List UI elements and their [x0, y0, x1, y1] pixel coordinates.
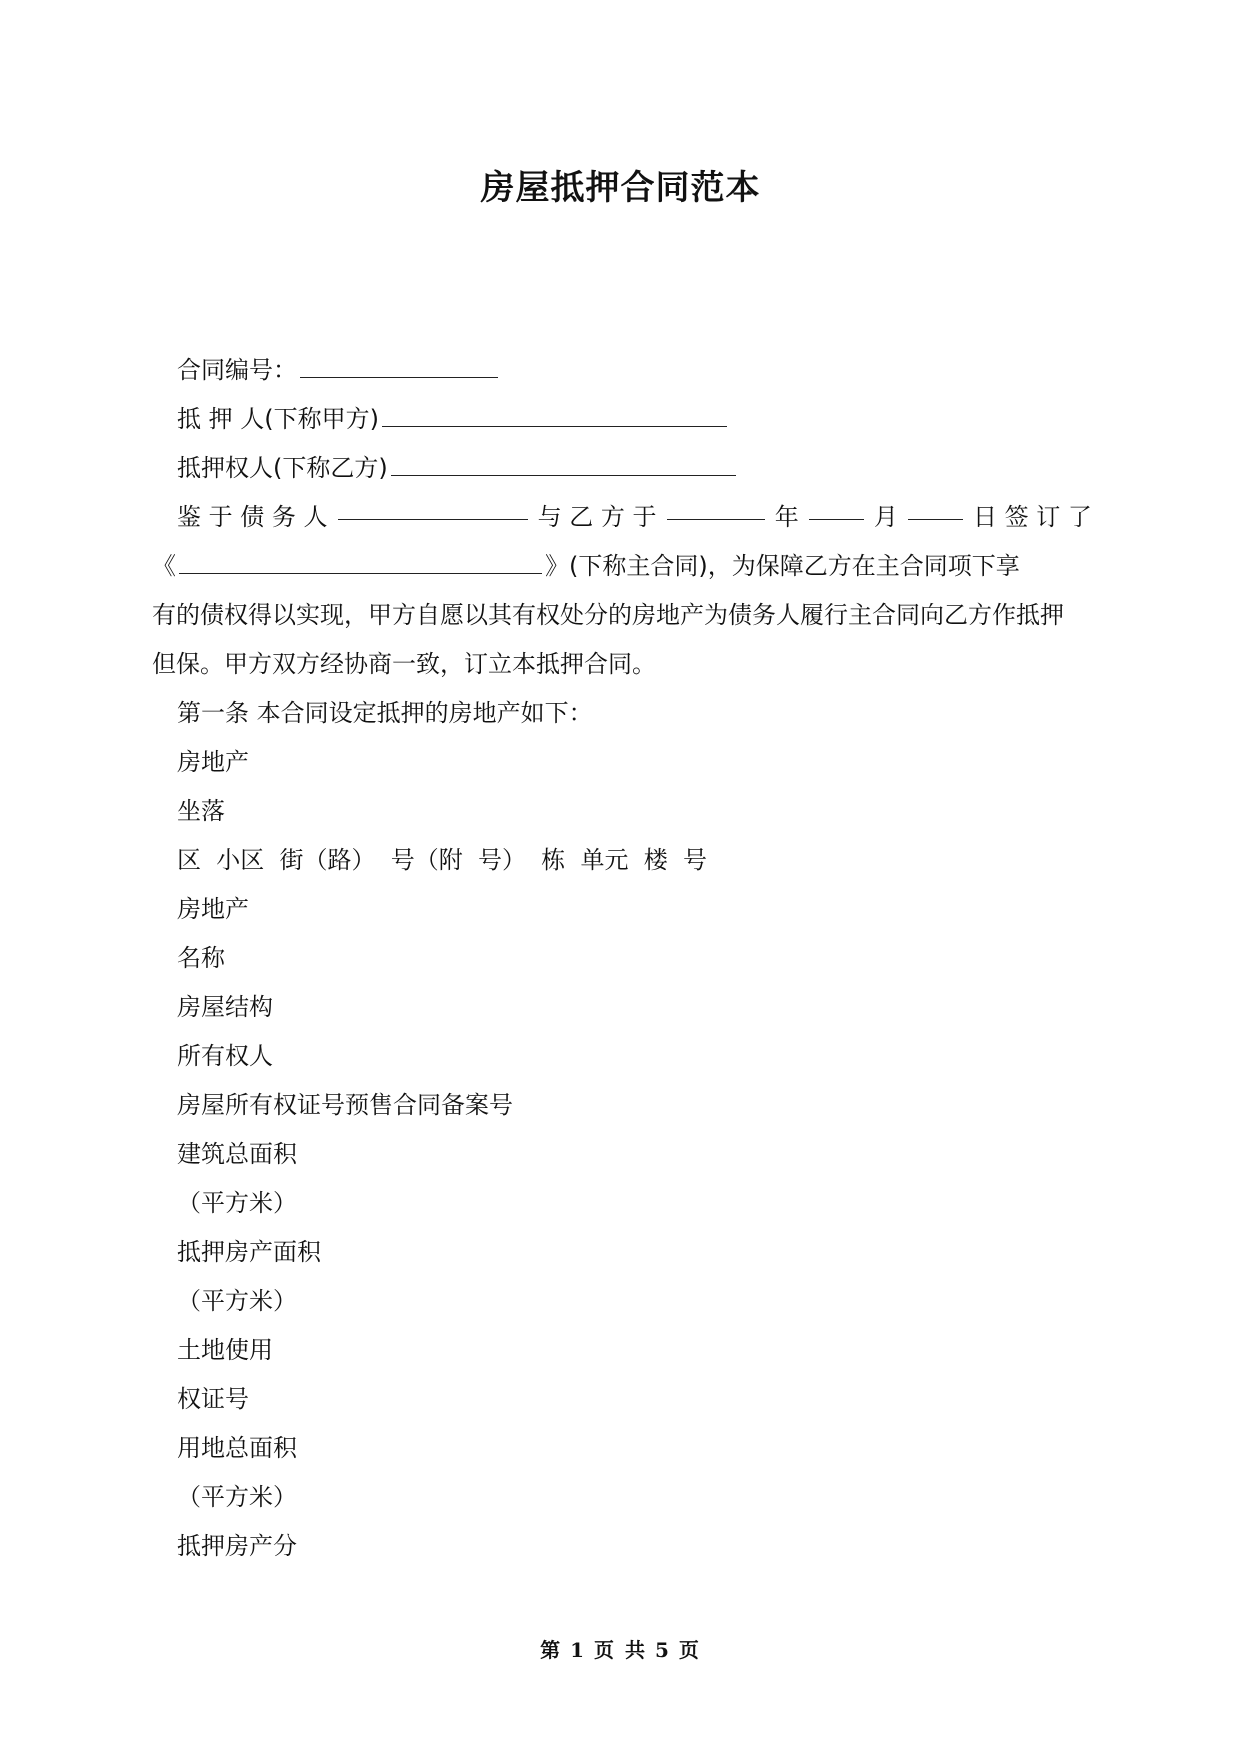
footer-mid: 页 共	[594, 1638, 647, 1662]
footer-prefix: 第	[540, 1638, 563, 1662]
main-contract-blank[interactable]	[179, 547, 542, 574]
month-text: 月	[873, 503, 898, 531]
year-blank[interactable]	[667, 493, 765, 520]
property-item: 坐落	[177, 797, 225, 825]
debtor-blank[interactable]	[338, 493, 528, 520]
property-item: 权证号	[177, 1385, 249, 1413]
property-item: 房地产	[177, 895, 249, 923]
property-item: 房屋所有权证号预售合同备案号	[177, 1091, 513, 1119]
property-item: 名称	[177, 944, 225, 972]
open-bracket: 《	[152, 552, 176, 580]
property-item: 所有权人	[177, 1042, 273, 1070]
mortgagee-blank[interactable]	[391, 449, 736, 476]
recital-line-1	[152, 493, 1092, 542]
property-item: 用地总面积	[177, 1434, 297, 1462]
recital-date-text: 与 乙 方 于	[537, 503, 657, 531]
property-item: 房地产	[177, 748, 249, 776]
property-item: （平方米）	[177, 1287, 297, 1315]
day-blank[interactable]	[908, 493, 963, 520]
contract-body	[152, 346, 1092, 1571]
property-item: （平方米）	[177, 1189, 297, 1217]
property-item: 抵押房产面积	[177, 1238, 321, 1266]
mortgagor-line	[152, 395, 1092, 444]
recital-text-2: 》(下称主合同)，为保障乙方在主合同项下享	[545, 552, 1020, 580]
property-item: 房屋结构	[177, 993, 273, 1021]
recital-debtor-text: 鉴 于 债 务 人	[177, 503, 328, 531]
page-title: 房屋抵押合同范本	[480, 168, 761, 208]
property-item: （平方米）	[177, 1483, 297, 1511]
year-text: 年	[774, 503, 799, 531]
property-item: 土地使用	[177, 1336, 273, 1364]
footer-page-number: 1	[570, 1638, 587, 1662]
property-item: 区 小区 街（路） 号（附 号） 栋 单元 楼 号	[177, 846, 708, 874]
recital-line-3: 有的债权得以实现，甲方自愿以其有权处分的房地产为债务人履行主合同向乙方作抵押	[152, 601, 1064, 629]
property-item: 建筑总面积	[177, 1140, 297, 1168]
recital-line-4: 但保。甲方双方经协商一致，订立本抵押合同。	[152, 650, 656, 678]
contract-number-line	[152, 346, 1092, 395]
contract-number-blank[interactable]	[300, 351, 498, 378]
article-1-heading: 第一条 本合同设定抵押的房地产如下：	[177, 699, 593, 727]
footer-total-pages: 5	[654, 1638, 671, 1662]
signed-text: 日 签 订 了	[973, 503, 1092, 531]
mortgagor-label: 抵 押 人(下称甲方)	[177, 405, 379, 433]
property-item: 抵押房产分	[177, 1532, 297, 1560]
mortgagee-label: 抵押权人(下称乙方)	[177, 454, 388, 482]
mortgagee-line	[152, 444, 1092, 493]
page-footer	[0, 1634, 1241, 1663]
recital-line-2	[152, 542, 1092, 591]
footer-suffix: 页	[678, 1638, 701, 1662]
month-blank[interactable]	[809, 493, 864, 520]
contract-number-label: 合同编号：	[177, 356, 297, 384]
mortgagor-blank[interactable]	[382, 400, 727, 427]
